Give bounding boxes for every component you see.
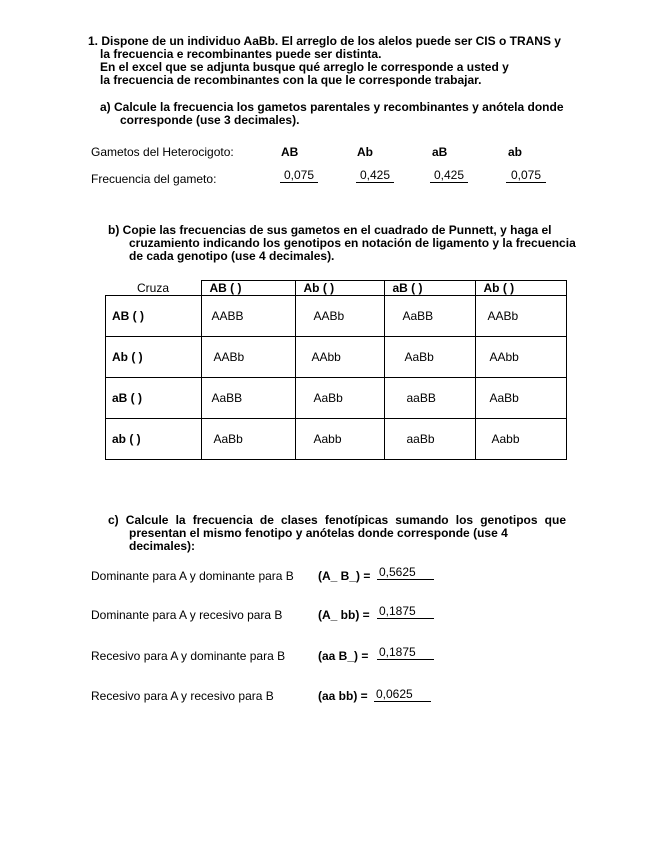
part-c-line: c) Calcule la frecuencia de clases fenotípicas sumando los genotipos que bbox=[108, 513, 566, 527]
frequency-label: Frecuencia del gameto: bbox=[91, 172, 217, 186]
question-1-line: la frecuencia e recombinantes puede ser distinta. bbox=[100, 47, 382, 61]
phenotype-label: Dominante para A y recesivo para B bbox=[91, 608, 283, 622]
phenotype-notation: (A_ bb) = bbox=[318, 608, 370, 622]
punnett-cell[interactable]: AaBb bbox=[384, 337, 475, 378]
gamete-aB: aB bbox=[432, 145, 448, 159]
punnett-cell[interactable]: aaBb bbox=[384, 419, 475, 460]
punnett-cell[interactable]: AABb bbox=[201, 337, 295, 378]
question-1 bbox=[88, 35, 578, 87]
gamete-Ab: Ab bbox=[357, 145, 373, 159]
punnett-cell[interactable]: AABb bbox=[295, 296, 384, 337]
part-a-line: a) Calcule la frecuencia los gametos parentales y recombinantes y anótela donde bbox=[100, 100, 564, 114]
punnett-cell[interactable]: AaBB bbox=[384, 296, 475, 337]
frequency-ab-field[interactable]: 0,075 bbox=[506, 168, 546, 183]
punnett-row bbox=[106, 419, 567, 460]
phenotype-notation: (aa B_) = bbox=[318, 649, 369, 663]
part-c-instructions bbox=[108, 514, 566, 553]
part-a-instructions bbox=[100, 101, 570, 127]
frequency-Ab-field[interactable]: 0,425 bbox=[356, 168, 394, 183]
phenotype-value-field[interactable]: 0,1875 bbox=[377, 604, 434, 619]
gamete-AB: AB bbox=[281, 145, 299, 159]
punnett-row bbox=[106, 296, 567, 337]
phenotype-value-field[interactable]: 0,0625 bbox=[374, 687, 431, 702]
punnett-col-header[interactable]: Ab ( ) bbox=[475, 281, 566, 296]
part-b-instructions bbox=[108, 224, 578, 263]
punnett-col-header[interactable]: aB ( ) bbox=[384, 281, 475, 296]
punnett-row-header[interactable]: AB ( ) bbox=[106, 296, 202, 337]
frequency-aB-field[interactable]: 0,425 bbox=[430, 168, 468, 183]
part-a-line: corresponde (use 3 decimales). bbox=[120, 113, 300, 127]
phenotype-value-field[interactable]: 0,5625 bbox=[377, 565, 434, 580]
punnett-cell[interactable]: AAbb bbox=[295, 337, 384, 378]
question-1-line: En el excel que se adjunta busque qué arreglo le corresponde a usted y bbox=[100, 60, 509, 74]
punnett-row bbox=[106, 337, 567, 378]
part-c-line: presentan el mismo fenotipo y anótelas donde corresponde (use 4 decimales): bbox=[129, 526, 508, 553]
punnett-square bbox=[105, 280, 567, 460]
punnett-cell[interactable]: AaBb bbox=[295, 378, 384, 419]
punnett-header-row bbox=[106, 281, 567, 296]
phenotype-label: Dominante para A y dominante para B bbox=[91, 569, 294, 583]
part-b-line: cruzamiento indicando los genotipos en notación de ligamento y la frecuencia bbox=[129, 236, 576, 250]
part-b-line: b) Copie las frecuencias de sus gametos en el cuadrado de Punnett, y haga el bbox=[108, 223, 552, 237]
punnett-row-header[interactable]: aB ( ) bbox=[106, 378, 202, 419]
punnett-cell[interactable]: AABB bbox=[201, 296, 295, 337]
question-1-line: la frecuencia de recombinantes con la que le corresponde trabajar. bbox=[100, 73, 482, 87]
phenotype-value-field[interactable]: 0,1875 bbox=[377, 645, 434, 660]
punnett-col-header[interactable]: Ab ( ) bbox=[295, 281, 384, 296]
punnett-cell[interactable]: Aabb bbox=[295, 419, 384, 460]
punnett-cell[interactable]: AaBB bbox=[201, 378, 295, 419]
punnett-cell[interactable]: AaBb bbox=[475, 378, 566, 419]
punnett-cell[interactable]: Aabb bbox=[475, 419, 566, 460]
punnett-corner: Cruza bbox=[106, 281, 202, 296]
punnett-col-header[interactable]: AB ( ) bbox=[201, 281, 295, 296]
frequency-AB-field[interactable]: 0,075 bbox=[280, 168, 318, 183]
punnett-cell[interactable]: aaBB bbox=[384, 378, 475, 419]
gametes-label: Gametos del Heterocigoto: bbox=[91, 145, 234, 159]
phenotype-label: Recesivo para A y recesivo para B bbox=[91, 689, 274, 703]
punnett-cell[interactable]: AAbb bbox=[475, 337, 566, 378]
phenotype-label: Recesivo para A y dominante para B bbox=[91, 649, 286, 663]
phenotype-notation: (aa bb) = bbox=[318, 689, 368, 703]
question-1-line: 1. Dispone de un individuo AaBb. El arreglo de los alelos puede ser CIS o TRANS y bbox=[88, 34, 561, 48]
punnett-row bbox=[106, 378, 567, 419]
punnett-cell[interactable]: AaBb bbox=[201, 419, 295, 460]
punnett-cell[interactable]: AABb bbox=[475, 296, 566, 337]
part-b-line: de cada genotipo (use 4 decimales). bbox=[129, 249, 335, 263]
punnett-row-header[interactable]: Ab ( ) bbox=[106, 337, 202, 378]
phenotype-notation: (A_ B_) = bbox=[318, 569, 371, 583]
punnett-row-header[interactable]: ab ( ) bbox=[106, 419, 202, 460]
gamete-ab: ab bbox=[508, 145, 523, 159]
